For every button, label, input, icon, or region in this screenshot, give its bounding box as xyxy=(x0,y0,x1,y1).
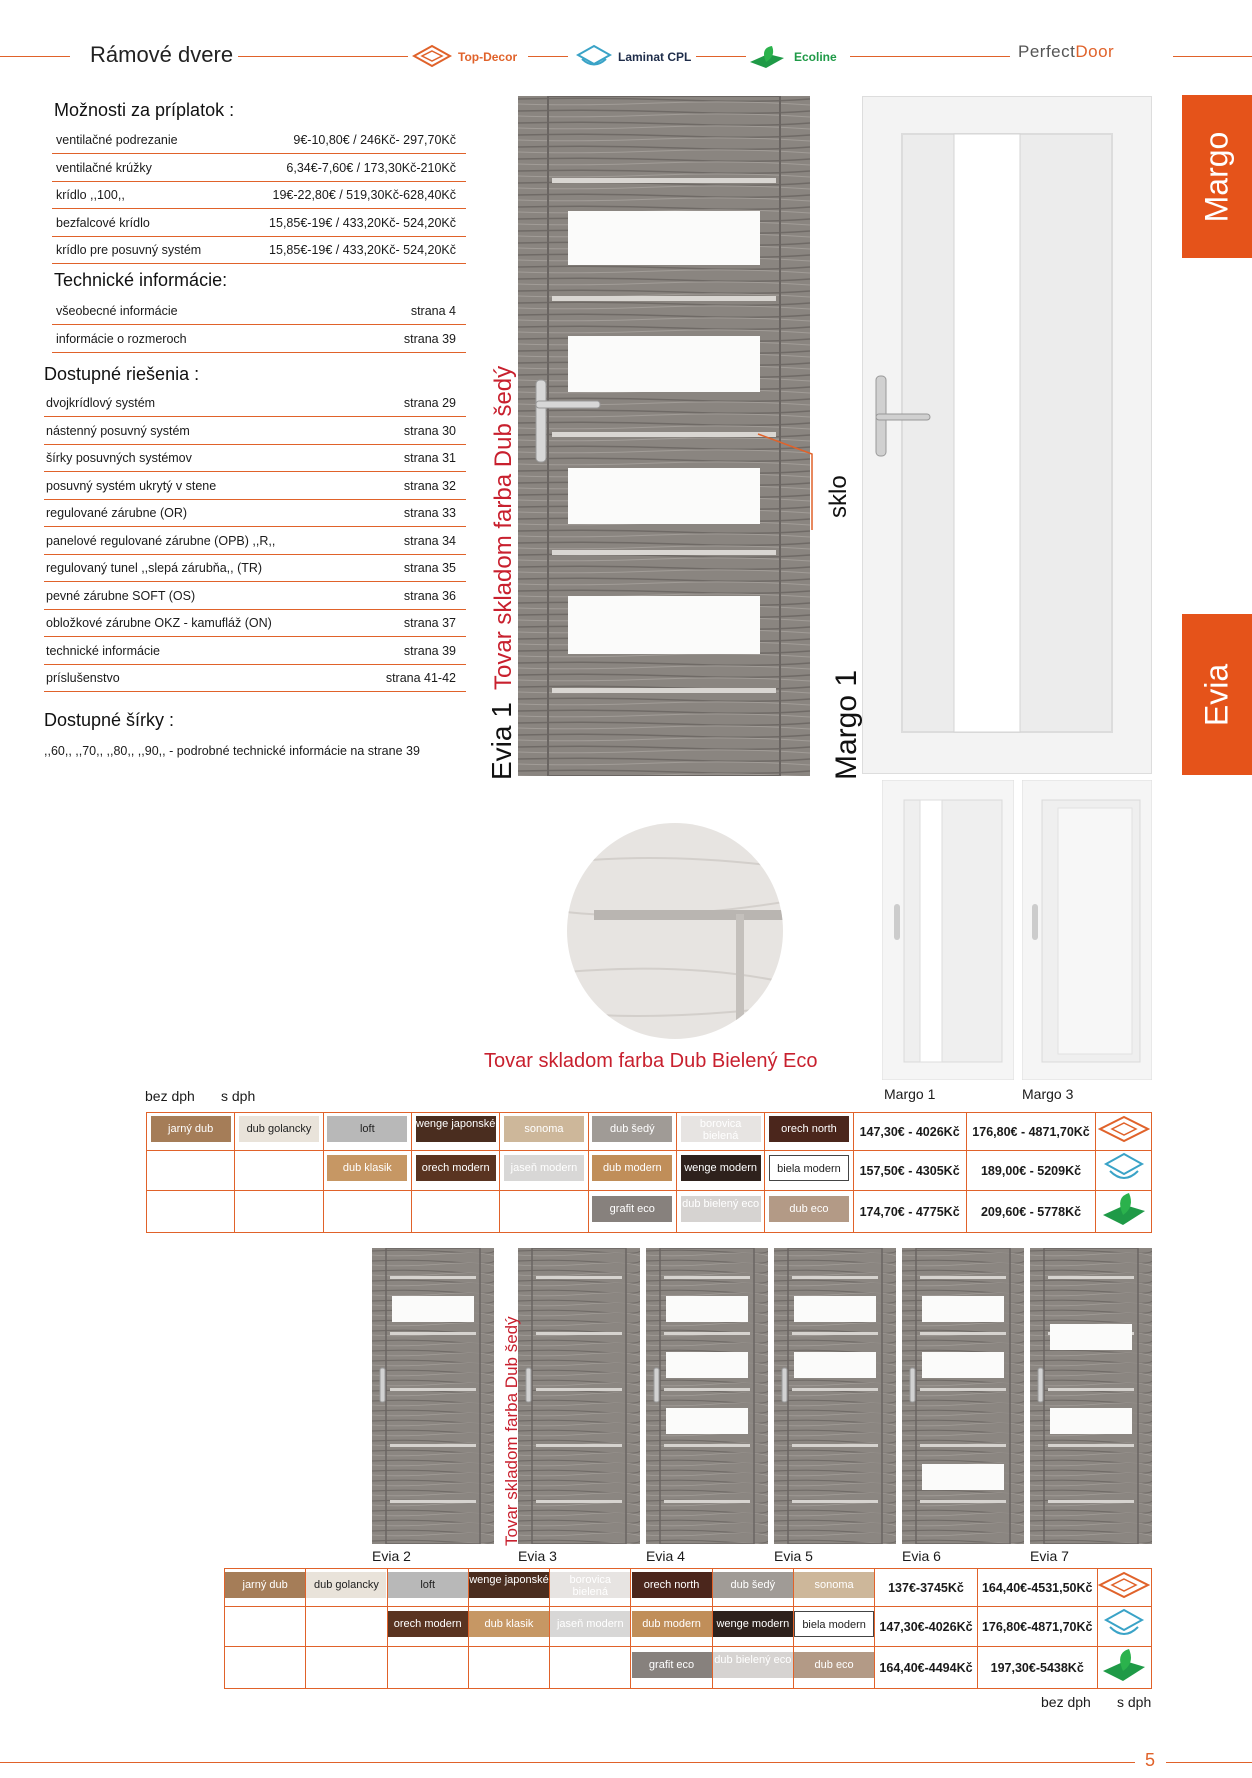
evia-door-image xyxy=(646,1248,768,1544)
margo-1-door-image xyxy=(862,96,1152,774)
tab-evia[interactable]: Evia xyxy=(1182,614,1252,775)
price-gross: 189,00€ - 5209Kč xyxy=(966,1151,1096,1191)
info-row-label: dvojkrídlový systém xyxy=(46,396,156,410)
info-row-label: ventilačné krúžky xyxy=(56,160,152,175)
info-row-label: ventilačné podrezanie xyxy=(56,133,178,147)
color-swatch[interactable]: dub modern xyxy=(592,1155,672,1181)
info-row-label: príslušenstvo xyxy=(46,671,120,685)
swatch-cell xyxy=(235,1113,323,1151)
color-swatch[interactable]: borovica bielená xyxy=(681,1116,761,1142)
swatch-cell xyxy=(323,1151,411,1191)
price-row xyxy=(225,1607,1152,1647)
solutions-title: Dostupné riešenia : xyxy=(44,364,200,384)
info-row xyxy=(44,390,466,417)
evia-price-table xyxy=(224,1568,1152,1689)
swatch-cell xyxy=(387,1607,468,1647)
swatch-cell xyxy=(306,1647,387,1689)
evia-model-label: Evia 2 xyxy=(372,1548,411,1564)
swatch-cell xyxy=(765,1191,853,1233)
evia-3-stock-note: Tovar skladom farba Dub šedý xyxy=(502,1316,521,1546)
info-row-value: strana 4 xyxy=(410,304,456,318)
info-row-label: pevné zárubne SOFT (OS) xyxy=(46,588,196,603)
info-row-value: strana 34 xyxy=(403,533,456,548)
color-swatch[interactable]: dub golancky xyxy=(239,1116,319,1142)
info-row-label: informácie o rozmeroch xyxy=(56,331,187,346)
info-row-value: strana 33 xyxy=(403,506,456,520)
swatch-cell xyxy=(387,1647,468,1689)
color-swatch[interactable]: biela modern xyxy=(794,1611,874,1637)
header-rule xyxy=(850,56,1010,57)
price-row xyxy=(147,1113,1152,1151)
info-row-value: strana 30 xyxy=(403,423,456,438)
swatch-cell xyxy=(631,1647,712,1689)
finish-line-icon-cell xyxy=(1096,1113,1152,1151)
header-rule xyxy=(0,56,70,57)
swatch-cell xyxy=(676,1151,764,1191)
glass-label: sklo xyxy=(825,475,852,518)
price-gross: 164,40€-4531,50Kč xyxy=(977,1569,1097,1607)
color-swatch[interactable]: dub šedý xyxy=(713,1572,793,1598)
col-label-gross: s dph xyxy=(221,1088,256,1104)
color-swatch[interactable]: orech modern xyxy=(388,1611,468,1637)
info-row-label: bezfalcové krídlo xyxy=(56,215,150,230)
swatch-cell xyxy=(793,1607,874,1647)
finish-line-icon-cell xyxy=(1097,1607,1151,1647)
swatch-cell xyxy=(306,1569,387,1607)
info-row-label: regulovaný tunel ,,slepá zárubňa,, (TR) xyxy=(46,561,263,575)
swatch-cell xyxy=(588,1191,676,1233)
ecoline-leaf-icon xyxy=(1099,1191,1149,1227)
color-swatch[interactable]: wenge japonské xyxy=(416,1116,496,1142)
swatch-cell xyxy=(550,1647,631,1689)
evia-model-label: Evia 3 xyxy=(518,1548,557,1564)
glass-pointer xyxy=(756,430,816,530)
color-swatch[interactable]: sonoma xyxy=(504,1116,584,1142)
info-row xyxy=(52,182,466,209)
margo-1-label: Margo 1 xyxy=(830,669,863,780)
swatch-cell xyxy=(712,1647,793,1689)
price-net: 147,30€ - 4026Kč xyxy=(853,1113,966,1151)
finish-line-icon-cell xyxy=(1097,1569,1151,1607)
swatch-cell xyxy=(323,1191,411,1233)
swatch-cell xyxy=(765,1113,853,1151)
info-row xyxy=(44,555,466,582)
info-row-label: všeobecné informácie xyxy=(56,304,178,318)
color-swatch[interactable]: wenge modern xyxy=(713,1611,793,1637)
footer-rule xyxy=(0,1762,1135,1763)
color-swatch[interactable]: borovica bielená xyxy=(550,1572,630,1598)
evia-model-label: Evia 6 xyxy=(902,1548,941,1564)
swatch-cell xyxy=(147,1151,235,1191)
swatch-cell xyxy=(550,1607,631,1647)
info-row-label: nástenný posuvný systém xyxy=(46,423,190,438)
info-row xyxy=(52,326,466,353)
swatch-cell xyxy=(147,1113,235,1151)
color-swatch[interactable]: loft xyxy=(327,1116,407,1142)
swatch-cell xyxy=(631,1569,712,1607)
swatch-cell xyxy=(147,1191,235,1233)
swatch-cell xyxy=(676,1113,764,1151)
info-row-value: strana 31 xyxy=(403,451,456,465)
price-net: 164,40€-4494Kč xyxy=(875,1647,978,1689)
color-swatch[interactable]: sonoma xyxy=(794,1572,874,1598)
swatch-cell xyxy=(468,1647,549,1689)
color-swatch[interactable]: wenge japonské xyxy=(469,1572,549,1598)
top-decor-icon xyxy=(1098,1570,1150,1600)
evia-door-image xyxy=(902,1248,1024,1544)
price-row xyxy=(225,1647,1152,1689)
surcharges-title: Možnosti za príplatok : xyxy=(54,100,235,120)
margo-3-small-label: Margo 3 xyxy=(1022,1086,1074,1102)
info-row-value: 6,34€-7,60€ / 173,30Kč-210Kč xyxy=(286,160,456,175)
swatch-cell xyxy=(793,1647,874,1689)
color-swatch[interactable]: dub eco xyxy=(769,1196,849,1222)
info-row-label: panelové regulované zárubne (OPB) ,,R,, xyxy=(46,533,276,548)
swatch-cell xyxy=(500,1151,588,1191)
swatch-cell xyxy=(235,1191,323,1233)
info-row-value: 15,85€-19€ / 433,20Kč- 524,20Kč xyxy=(269,215,456,230)
widths-text: ,,60,, ,,70,, ,,80,, ,,90,, - podrobné technické informácie na strane 39 xyxy=(44,744,420,758)
evia-model-label: Evia 5 xyxy=(774,1548,813,1564)
info-row xyxy=(44,528,466,555)
color-swatch[interactable]: dub eco xyxy=(794,1652,874,1678)
price-row xyxy=(147,1151,1152,1191)
info-row-value: 15,85€-19€ / 433,20Kč- 524,20Kč xyxy=(269,243,456,257)
evia-door-image xyxy=(1030,1248,1152,1544)
info-row xyxy=(52,210,466,237)
margo-1-small-door-image xyxy=(882,780,1014,1080)
color-swatch[interactable]: dub bielený eco xyxy=(713,1652,793,1678)
swatch-cell xyxy=(500,1113,588,1151)
price-gross: 209,60€ - 5778Kč xyxy=(966,1191,1096,1233)
col-label-net: bez dph xyxy=(145,1088,195,1104)
swatch-cell xyxy=(588,1113,676,1151)
swatch-cell xyxy=(387,1569,468,1607)
color-swatch[interactable]: dub klasik xyxy=(327,1155,407,1181)
ecoline-leaf-icon xyxy=(1099,1647,1149,1683)
top-decor-icon xyxy=(1098,1114,1150,1144)
info-row-value: strana 41-42 xyxy=(385,671,456,685)
color-swatch[interactable]: jaseň modern xyxy=(504,1155,584,1181)
texture-detail-image xyxy=(566,822,784,1040)
technical-title: Technické informácie: xyxy=(54,270,228,290)
info-row-value: strana 39 xyxy=(403,643,456,658)
perfect-door-logo: Perfect Door xyxy=(1018,42,1115,61)
header-rule xyxy=(528,56,568,57)
info-row-label: krídlo pre posuvný systém xyxy=(56,243,202,257)
info-row xyxy=(52,155,466,182)
info-row xyxy=(44,638,466,665)
info-row-value: strana 35 xyxy=(403,561,456,575)
info-row-label: obložkové zárubne OKZ - kamufláž (ON) xyxy=(46,616,272,630)
color-swatch[interactable]: orech north xyxy=(769,1116,849,1142)
swatch-cell xyxy=(225,1647,306,1689)
swatch-cell xyxy=(712,1569,793,1607)
swatch-cell xyxy=(676,1191,764,1233)
info-row-label: posuvný systém ukrytý v stene xyxy=(46,478,217,493)
swatch-cell xyxy=(712,1607,793,1647)
brand-laminat-cpl: Laminat CPL xyxy=(576,44,691,70)
swatch-cell xyxy=(793,1569,874,1607)
ecoline-leaf-icon xyxy=(746,44,788,70)
info-row xyxy=(44,500,466,527)
swatch-cell xyxy=(765,1151,853,1191)
header-rule xyxy=(696,56,746,57)
evia-door-image xyxy=(518,1248,640,1544)
info-row xyxy=(44,665,466,692)
swatch-cell xyxy=(306,1607,387,1647)
evia-model-label: Evia 4 xyxy=(646,1548,685,1564)
info-row-value: strana 36 xyxy=(403,588,456,603)
brand-ecoline: Ecoline xyxy=(746,44,837,70)
info-row xyxy=(44,418,466,445)
color-swatch[interactable]: dub golancky xyxy=(306,1572,386,1598)
info-row xyxy=(44,583,466,610)
info-row-value: strana 29 xyxy=(403,396,456,410)
evia-1-label: Evia 1 xyxy=(486,702,517,780)
info-row xyxy=(52,298,466,325)
color-swatch[interactable]: grafit eco xyxy=(632,1652,712,1678)
info-row xyxy=(52,127,466,154)
color-swatch[interactable]: loft xyxy=(388,1572,468,1598)
col-label-net-bottom: bez dph xyxy=(1041,1694,1091,1710)
info-row-value: strana 37 xyxy=(403,616,456,630)
evia-model-label: Evia 7 xyxy=(1030,1548,1069,1564)
footer-rule xyxy=(1166,1762,1252,1763)
info-row-label: regulované zárubne (OR) xyxy=(46,506,188,520)
price-row xyxy=(225,1569,1152,1607)
col-label-gross-bottom: s dph xyxy=(1117,1694,1152,1710)
swatch-cell xyxy=(323,1113,411,1151)
color-swatch[interactable]: orech north xyxy=(632,1572,712,1598)
top-decor-icon xyxy=(412,44,452,70)
info-row-label: technické informácie xyxy=(46,643,160,658)
finish-line-icon-cell xyxy=(1097,1647,1151,1689)
swatch-cell xyxy=(468,1569,549,1607)
color-swatch[interactable]: orech modern xyxy=(416,1155,496,1181)
swatch-cell xyxy=(588,1151,676,1191)
info-row-value: 9€-10,80€ / 246Kč- 297,70Kč xyxy=(293,133,456,147)
page-number: 5 xyxy=(1145,1750,1156,1770)
header-rule xyxy=(238,56,408,57)
header-rule xyxy=(1173,56,1252,57)
tab-margo[interactable]: Margo xyxy=(1182,95,1252,258)
margo-3-small-door-image xyxy=(1022,780,1152,1080)
swatch-cell xyxy=(411,1191,499,1233)
color-swatch[interactable]: dub šedý xyxy=(592,1116,672,1142)
evia-door-image xyxy=(774,1248,896,1544)
info-row-value: strana 39 xyxy=(403,331,456,346)
info-row-value: 19€-22,80€ / 519,30Kč-628,40Kč xyxy=(272,188,456,202)
swatch-cell xyxy=(411,1151,499,1191)
swatch-cell xyxy=(631,1607,712,1647)
swatch-cell xyxy=(225,1569,306,1607)
color-swatch[interactable]: jarný dub xyxy=(151,1116,231,1142)
page-title: Rámové dvere xyxy=(90,42,234,67)
laminat-cpl-icon xyxy=(1102,1151,1146,1185)
price-net: 147,30€-4026Kč xyxy=(875,1607,978,1647)
swatch-cell xyxy=(500,1191,588,1233)
price-gross: 197,30€-5438Kč xyxy=(977,1647,1097,1689)
finish-line-icon-cell xyxy=(1096,1191,1152,1233)
info-row-value: strana 32 xyxy=(403,478,456,493)
color-swatch[interactable]: dub klasik xyxy=(469,1611,549,1637)
info-row xyxy=(44,445,466,472)
laminat-cpl-icon xyxy=(576,44,612,70)
color-swatch[interactable]: grafit eco xyxy=(592,1196,672,1222)
margo-1-small-label: Margo 1 xyxy=(884,1086,936,1102)
color-swatch[interactable]: dub bielený eco xyxy=(681,1196,761,1222)
brand-top-decor: Top-Decor xyxy=(412,44,517,70)
laminat-cpl-icon xyxy=(1102,1607,1146,1641)
margo-price-table xyxy=(146,1112,1152,1233)
finish-line-icon-cell xyxy=(1096,1151,1152,1191)
price-gross: 176,80€-4871,70Kč xyxy=(977,1607,1097,1647)
swatch-cell xyxy=(468,1607,549,1647)
price-gross: 176,80€ - 4871,70Kč xyxy=(966,1113,1096,1151)
info-row-label: šírky posuvných systémov xyxy=(46,451,192,465)
price-net: 174,70€ - 4775Kč xyxy=(853,1191,966,1233)
info-row xyxy=(44,610,466,637)
swatch-cell xyxy=(550,1569,631,1607)
evia-1-stock-note: Tovar skladom farba Dub šedý xyxy=(490,365,517,690)
price-net: 157,50€ - 4305Kč xyxy=(853,1151,966,1191)
color-swatch[interactable]: jaseň modern xyxy=(550,1611,630,1637)
color-swatch[interactable]: dub modern xyxy=(632,1611,712,1637)
color-swatch[interactable]: jarný dub xyxy=(225,1572,305,1598)
swatch-cell xyxy=(235,1151,323,1191)
widths-title: Dostupné šírky : xyxy=(44,710,175,730)
swatch-cell xyxy=(225,1607,306,1647)
info-row xyxy=(44,473,466,500)
white-stock-note: Tovar skladom farba Dub Bielený Eco xyxy=(484,1050,818,1072)
info-row-label: krídlo ,,100,, xyxy=(56,188,125,202)
swatch-cell xyxy=(411,1113,499,1151)
color-swatch[interactable]: biela modern xyxy=(769,1155,849,1181)
price-net: 137€-3745Kč xyxy=(875,1569,978,1607)
price-row xyxy=(147,1191,1152,1233)
info-row xyxy=(52,237,466,264)
evia-door-image xyxy=(372,1248,494,1544)
color-swatch[interactable]: wenge modern xyxy=(681,1155,761,1181)
